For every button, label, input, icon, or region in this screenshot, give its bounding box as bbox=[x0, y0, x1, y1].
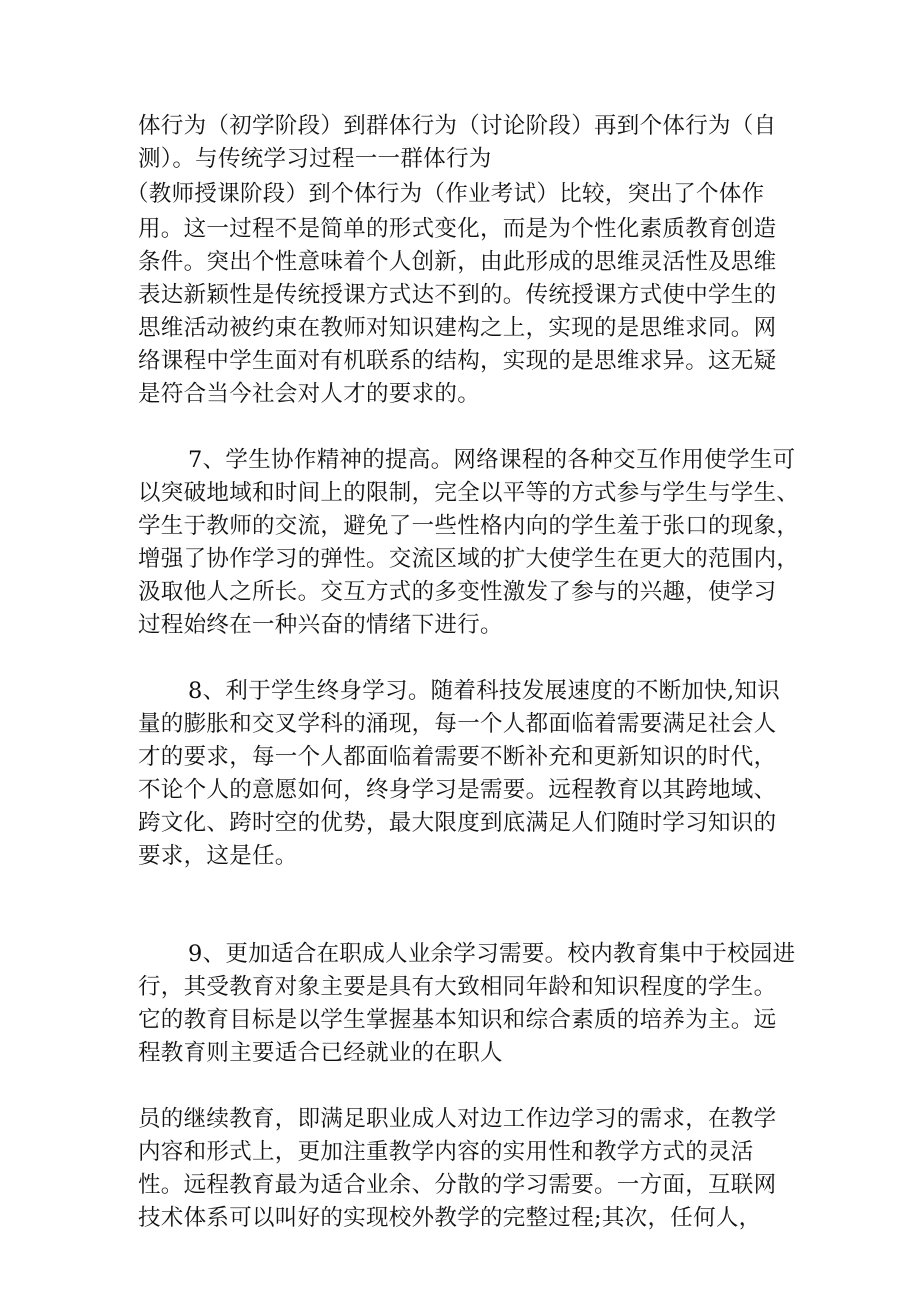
paragraph-9-line: 行，其受教育对象主要是具有大致相同年龄和知识程度的学生。 bbox=[138, 974, 777, 1000]
paragraph-8-line: 不论个人的意愿如何，终身学习是需要。远程教育以其跨地域、 bbox=[138, 777, 777, 803]
paragraph-7-line: 7、学生协作精神的提高。网络课程的各种交互作用使学生可 bbox=[188, 447, 796, 473]
paragraph-7-line: 过程始终在一种兴奋的情绪下进行。 bbox=[138, 612, 503, 638]
paragraph-9-cont-line: 性。远程教育最为适合业余、分散的学习需要。一方面，互联网 bbox=[138, 1172, 777, 1198]
text-line: 条件。突出个性意味着个人创新，由此形成的思维灵活性及思维 bbox=[138, 249, 777, 275]
text-line: 用。这一过程不是简单的形式变化，而是为个性化素质教育创造 bbox=[138, 216, 777, 242]
paragraph-9-line: 程教育则主要适合已经就业的在职人 bbox=[138, 1040, 503, 1066]
text-line: 测）。与传统学习过程一一群体行为 bbox=[138, 146, 492, 172]
text-line: 思维活动被约束在教师对知识建构之上，实现的是思维求同。网 bbox=[138, 315, 777, 341]
paragraph-7-line: 汲取他人之所长。交互方式的多变性激发了参与的兴趣，使学习 bbox=[138, 579, 777, 605]
paragraph-7-line: 学生于教师的交流，避免了一些性格内向的学生羞于张口的现象， bbox=[138, 513, 800, 539]
paragraph-9-cont-line: 员的继续教育，即满足职业成人对边工作边学习的需求，在教学 bbox=[138, 1106, 777, 1132]
paragraph-9-line: 9、更加适合在职成人业余学习需要。校内教育集中于校园进 bbox=[188, 941, 796, 967]
paragraph-8-line: 量的膨胀和交叉学科的涌现，每一个人都面临着需要满足社会人 bbox=[138, 711, 777, 737]
text-line: 表达新颖性是传统授课方式达不到的。传统授课方式使中学生的 bbox=[138, 282, 777, 308]
paragraph-7-line: 增强了协作学习的弹性。交流区域的扩大使学生在更大的范围内， bbox=[138, 546, 800, 572]
text-line: 是符合当今社会对人才的要求的。 bbox=[138, 381, 481, 407]
paragraph-8-line: 跨文化、跨时空的优势，最大限度到底满足人们随时学习知识的 bbox=[138, 810, 777, 836]
text-line: 体行为（初学阶段）到群体行为（讨论阶段）再到个体行为（自 bbox=[138, 113, 777, 139]
paragraph-8-line: 8、利于学生终身学习。随着科技发展速度的不断加快,知识 bbox=[188, 678, 781, 704]
paragraph-7-line: 以突破地域和时间上的限制，完全以平等的方式参与学生与学生、 bbox=[138, 480, 800, 506]
paragraph-9-line: 它的教育目标是以学生掌握基本知识和综合素质的培养为主。远 bbox=[138, 1007, 777, 1033]
paragraph-8-line: 才的要求，每一个人都面临着需要不断补充和更新知识的时代， bbox=[138, 744, 777, 770]
text-line: （教师授课阶段）到个体行为（作业考试）比较，突出了个体作 bbox=[126, 181, 765, 207]
paragraph-9-cont-line: 内容和形式上，更加注重教学内容的实用性和教学方式的灵活 bbox=[138, 1139, 754, 1165]
paragraph-9-cont-line: 技术体系可以叫好的实现校外教学的完整过程;其次，任何人， bbox=[138, 1205, 762, 1231]
text-line: 络课程中学生面对有机联系的结构，实现的是思维求异。这无疑 bbox=[138, 348, 777, 374]
paragraph-8-line: 要求，这是任。 bbox=[138, 843, 298, 869]
